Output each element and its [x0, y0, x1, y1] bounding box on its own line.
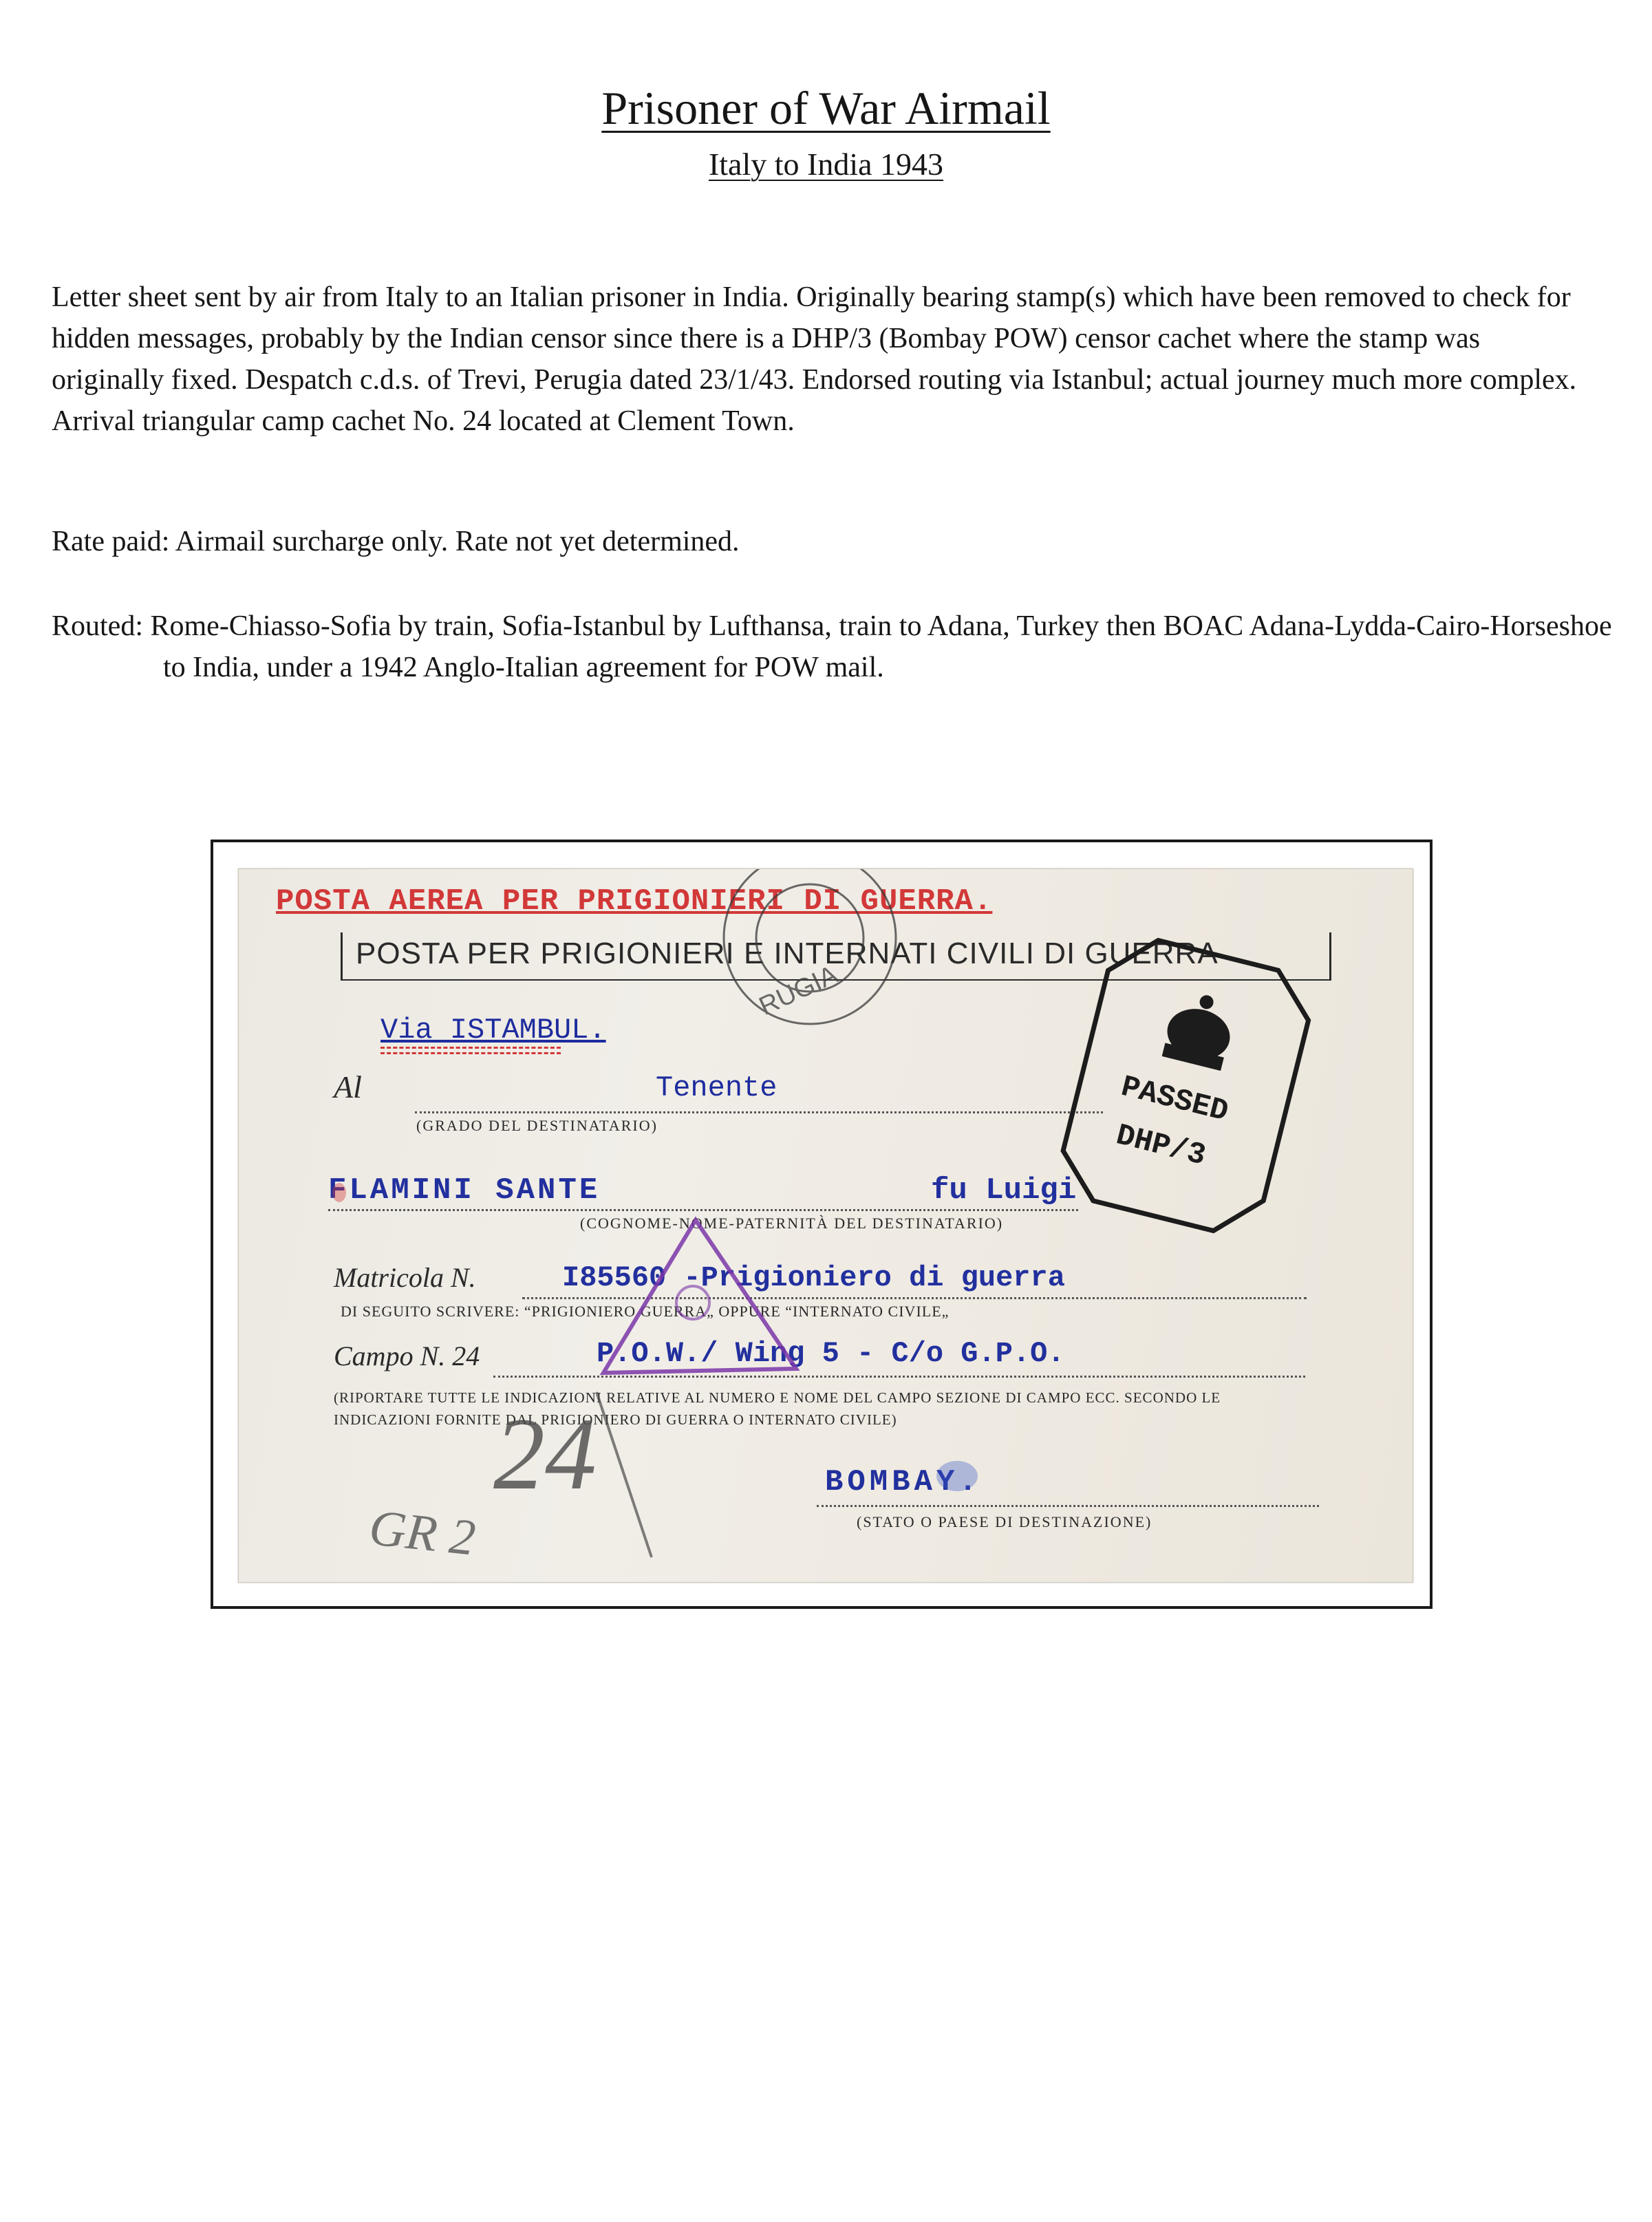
status-caption: DI SEGUITO SCRIVERE: “PRIGIONIERO GUERRA„ OPPURE “INTERNATO CIVILE„ — [341, 1303, 950, 1320]
addressee-label: Al — [334, 1069, 362, 1104]
destination-value: BOMBAY. — [825, 1465, 981, 1499]
destination-caption: (STATO O PAESE DI DESTINAZIONE) — [857, 1513, 1152, 1530]
camp-value: P.O.W./ Wing 5 - C/o G.P.O. — [597, 1337, 1065, 1370]
cover-markings-overlay — [239, 869, 1413, 1582]
page-subtitle: Italy to India 1943 — [708, 147, 944, 182]
postmark-text: RUGIA — [755, 960, 842, 1022]
ink-smudge — [332, 1183, 346, 1202]
censor-cachet — [1053, 930, 1318, 1241]
addressee-name: FLAMINI SANTE — [328, 1173, 601, 1208]
printed-header: POSTA PER PRIGIONIERI E INTERNATI CIVILI DI GUERRA — [356, 937, 1219, 970]
addressee-paternity: fu Luigi — [931, 1173, 1077, 1208]
triangular-camp-cachet — [603, 1220, 796, 1373]
handwritten-camp-number: 24 — [493, 1397, 597, 1511]
matricola-value: I85560 -Prigioniero di guerra — [562, 1261, 1065, 1294]
rate-paragraph: Rate paid: Airmail surcharge only. Rate not yet determined. — [52, 526, 740, 557]
crown-icon — [1161, 987, 1239, 1071]
censor-text-passed: PASSED — [1117, 1069, 1232, 1130]
matricola-label: Matricola N. — [334, 1262, 476, 1293]
page-title: Prisoner of War Airmail — [601, 82, 1051, 134]
ink-smudge — [936, 1461, 978, 1491]
airmail-cachet: POSTA AEREA PER PRIGIONIERI DI GUERRA. — [276, 884, 993, 919]
postmark-stamp — [724, 869, 896, 1024]
name-caption: (COGNOME-NOME-PATERNITÀ DEL DESTINATARIO) — [580, 1215, 1004, 1232]
via-routing-endorsement: Via ISTAMBUL. — [380, 1014, 606, 1047]
letter-sheet — [238, 868, 1413, 1583]
rank-value: Tenente — [656, 1071, 777, 1104]
camp-caption: (RIPORTARE TUTTE LE INDICAZIONI RELATIVE AL NUMERO E NOME DEL CAMPO SEZIONE DI CAMPO ECC. SECONDO LE INDICAZIONI FORNITE DAL PRIGIONIERO DI GUERRA O INTERNATO CIVILE) — [334, 1389, 1221, 1428]
camp-label: Campo N. 24 — [334, 1340, 480, 1371]
handwritten-note: GR 2 — [366, 1499, 478, 1567]
censor-text-code: DHP/3 — [1112, 1118, 1210, 1174]
description-paragraph: Letter sheet sent by air from Italy to an Italian prisoner in India. Originally bearing stamp(s) which have been removed to check for hidden messages, probably by the Indian censor since there is a DHP/3 (Bombay POW) censor cachet where the stamp was originally fixed. Despatch c.d.s. of Trevi, Perugia dated 23/1/43. Endorsed routing via Istanbul; actual journey much more complex. Arrival triangular camp cachet No. 24 located at Clement Town. — [52, 281, 1577, 437]
routed-paragraph: Routed: Rome-Chiasso-Sofia by train, Sofia-Istanbul by Lufthansa, train to Adana, Turkey then BOAC Adana-Lydda-Cairo-Horseshoe to India, under a 1942 Anglo-Italian agreement for POW mail. — [52, 610, 1612, 683]
pencil-stroke — [597, 1392, 652, 1557]
rank-caption: (GRADO DEL DESTINATARIO) — [416, 1117, 658, 1134]
